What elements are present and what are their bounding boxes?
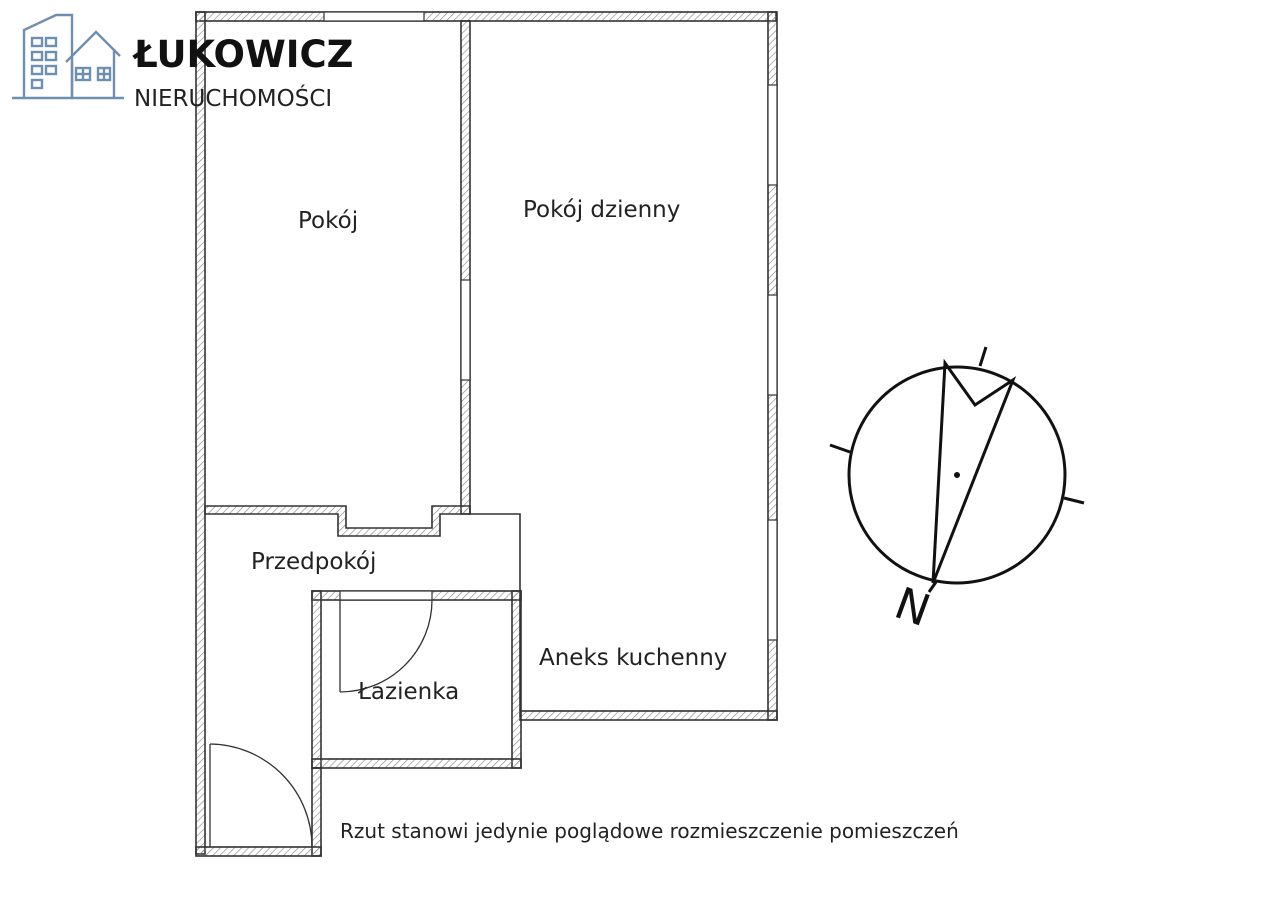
compass <box>830 347 1084 592</box>
logo-subtitle: NIERUCHOMOŚCI <box>134 86 333 112</box>
room-label-aneks-kuchenny: Aneks kuchenny <box>539 645 728 671</box>
compass-needle <box>933 363 1013 583</box>
room-label-pokoj-dzienny: Pokój dzienny <box>523 197 681 223</box>
buildings-icon <box>10 10 125 102</box>
windows <box>324 12 777 640</box>
logo-name: ŁUKOWICZ <box>134 33 354 76</box>
disclaimer-caption: Rzut stanowi jedynie poglądowe rozmieszczenie pomieszczeń <box>340 819 959 843</box>
company-logo <box>10 10 370 110</box>
room-label-pokoj: Pokój <box>298 208 359 234</box>
room-label-przedpokoj: Przedpokój <box>251 549 377 575</box>
compass-north-label: N <box>888 577 937 638</box>
room-label-lazienka: Łazienka <box>358 679 460 705</box>
walls <box>196 12 777 856</box>
